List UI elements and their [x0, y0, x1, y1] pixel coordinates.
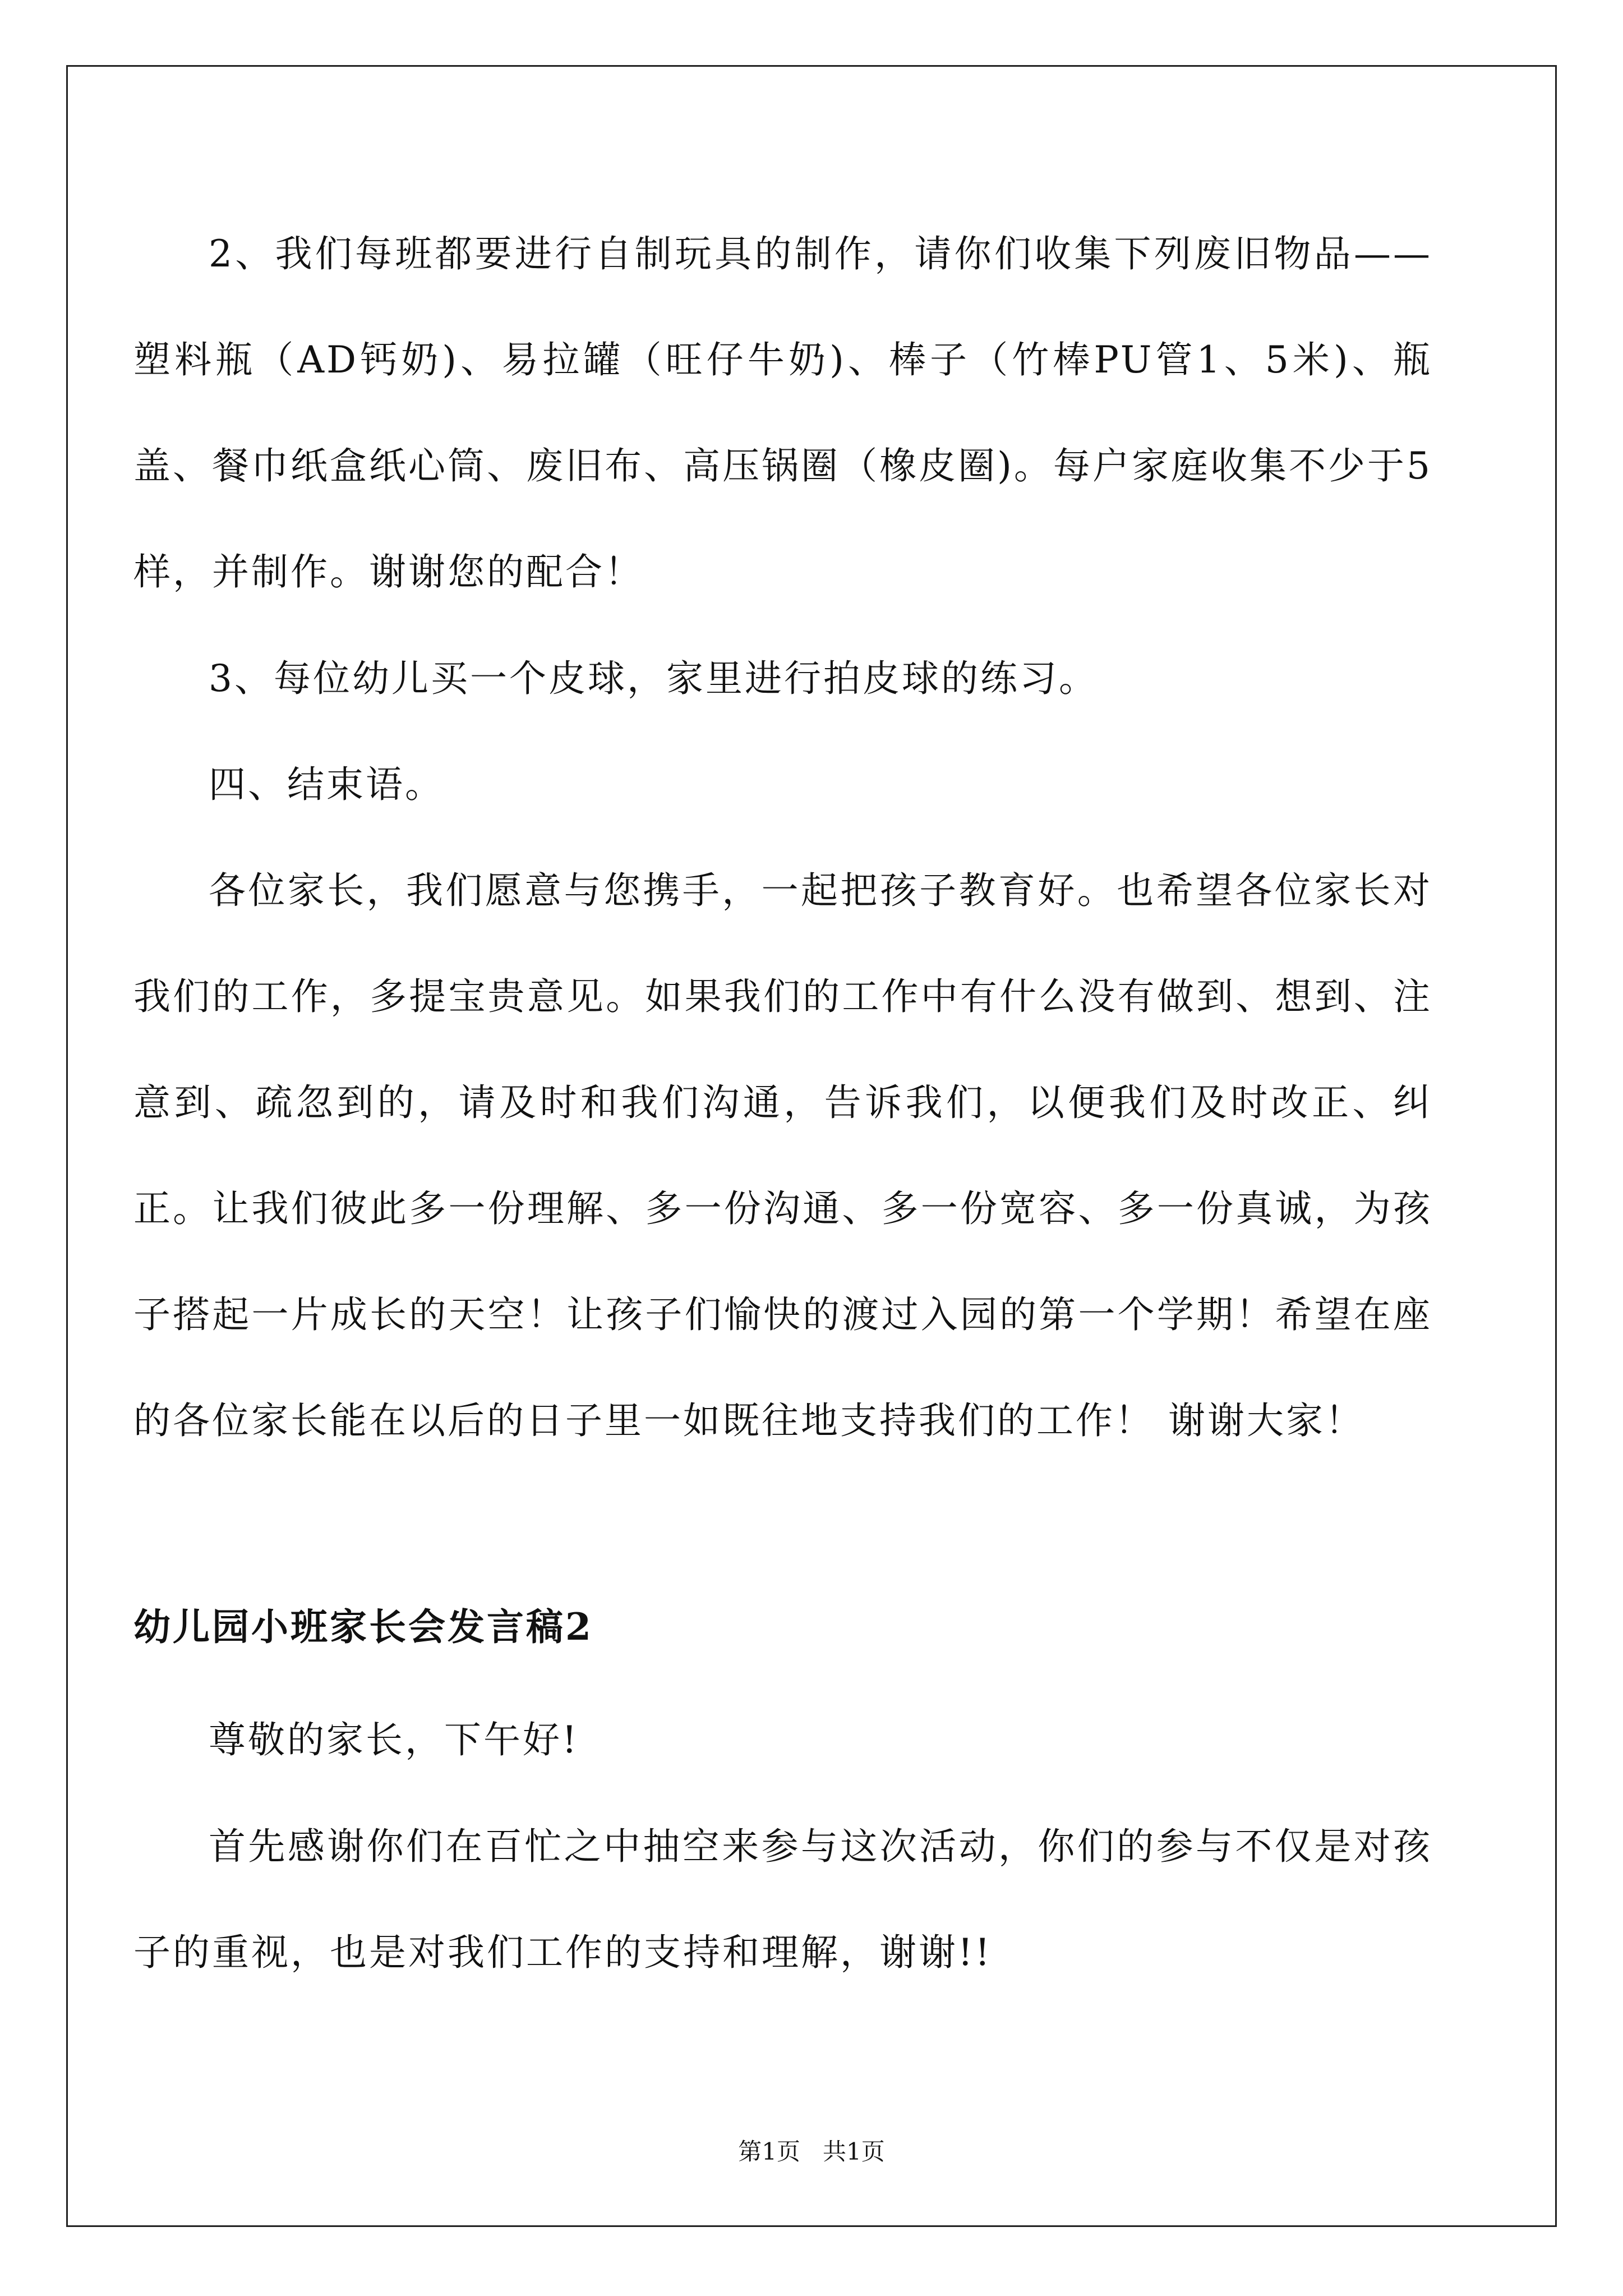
paragraph-conclusion: 各位家长，我们愿意与您携手，一起把孩子教育好。也希望各位家长对我们的工作，多提宝贵意见。如果我们的工作中有什么没有做到、想到、注意到、疏忽到的，请及时和我们沟通，告诉我们，以便我们及时改正、纠正。让我们彼此多一份理解、多一份沟通、多一份宽容、多一份真诚，为孩子搭起一片成长的天空！让孩子们愉快的渡过入园的第一个学期！希望在座的各位家长能在以后的日子里一如既往地支持我们的工作！ 谢谢大家！: [133, 869, 1432, 1442]
paragraph-conclusion-heading: 四、结束语。: [209, 763, 444, 806]
section-title: 幼儿园小班家长会发言稿2: [133, 1605, 593, 1649]
paragraph-toy-making: 2、我们每班都要进行自制玩具的制作，请你们收集下列废旧物品——塑料瓶（AD钙奶)、易拉罐（旺仔牛奶)、棒子（竹棒PU管1、5米)、瓶盖、餐巾纸盒纸心筒、废旧布、高压锅圈（橡皮圈)。每户家庭收集不少于5样，并制作。谢谢您的配合！: [133, 232, 1432, 593]
page-number-current: 第1页: [738, 2138, 800, 2165]
paragraph-ball-practice: 3、每位幼儿买一个皮球，家里进行拍皮球的练习。: [209, 657, 1098, 700]
page-footer: [0, 2135, 1623, 2169]
paragraph-thanks: 首先感谢你们在百忙之中抽空来参与这次活动，你们的参与不仅是对孩子的重视，也是对我们工作的支持和理解，谢谢!!: [133, 1825, 1432, 1974]
paragraph-greeting: 尊敬的家长，下午好!: [209, 1718, 579, 1761]
page-number-total: 共1页: [823, 2138, 885, 2165]
